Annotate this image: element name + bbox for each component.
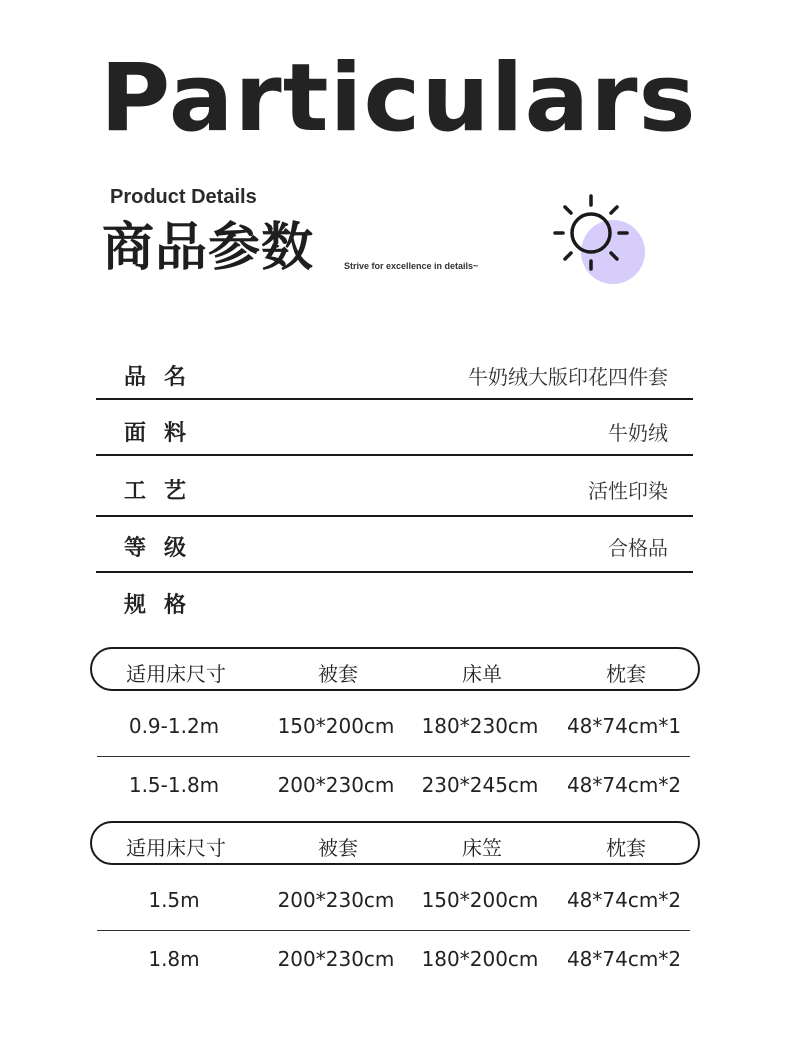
cell-duvet: 200*230cm bbox=[277, 773, 395, 797]
table-row bbox=[90, 947, 700, 977]
param-value: 牛奶绒大版印花四件套 bbox=[468, 365, 668, 389]
cell-bed-size: 1.8m bbox=[148, 947, 200, 971]
param-row-fabric bbox=[96, 400, 692, 456]
cell-bed-size: 1.5m bbox=[148, 888, 200, 912]
param-value: 牛奶绒 bbox=[608, 421, 668, 445]
header-cell: 适用床尺寸 bbox=[126, 662, 226, 686]
header-cell: 适用床尺寸 bbox=[126, 836, 226, 860]
param-row-spec bbox=[96, 572, 692, 628]
divider bbox=[96, 454, 693, 456]
cell-sheet: 180*230cm bbox=[421, 714, 539, 738]
cell-bed-size: 0.9-1.2m bbox=[128, 714, 220, 738]
param-label: 面料 bbox=[124, 421, 205, 446]
param-label: 工艺 bbox=[124, 479, 205, 504]
cell-sheet: 230*245cm bbox=[421, 773, 539, 797]
cell-bed-size: 1.5-1.8m bbox=[128, 773, 220, 797]
header-cell: 床单 bbox=[462, 662, 502, 686]
param-value: 合格品 bbox=[608, 536, 668, 560]
param-label: 品名 bbox=[124, 365, 205, 390]
param-label: 规格 bbox=[124, 593, 205, 618]
table-header bbox=[90, 821, 700, 865]
page-title-cn: 商品参数 bbox=[102, 218, 315, 278]
cell-pillowcase: 48*74cm*1 bbox=[566, 714, 682, 738]
sun-icon bbox=[550, 190, 654, 290]
cell-pillowcase: 48*74cm*2 bbox=[566, 773, 682, 797]
row-divider bbox=[97, 930, 690, 931]
table-row bbox=[90, 773, 700, 803]
table-row bbox=[90, 888, 700, 918]
cell-duvet: 200*230cm bbox=[277, 947, 395, 971]
header-cell: 被套 bbox=[318, 836, 358, 860]
cell-fitted-sheet: 150*200cm bbox=[421, 888, 539, 912]
header-cell: 床笠 bbox=[462, 836, 502, 860]
table-header bbox=[90, 647, 700, 691]
param-row-grade bbox=[96, 515, 692, 571]
header-cell: 被套 bbox=[318, 662, 358, 686]
param-row-craft bbox=[96, 458, 692, 514]
cell-pillowcase: 48*74cm*2 bbox=[566, 888, 682, 912]
cell-duvet: 200*230cm bbox=[277, 888, 395, 912]
tagline: Strive for excellence in details~ bbox=[344, 261, 479, 271]
cell-pillowcase: 48*74cm*2 bbox=[566, 947, 682, 971]
page-title: Particulars bbox=[100, 44, 697, 153]
param-row-name bbox=[96, 344, 692, 400]
row-divider bbox=[97, 756, 690, 757]
table-row bbox=[90, 714, 700, 744]
param-value: 活性印染 bbox=[588, 479, 668, 503]
subtitle: Product Details bbox=[110, 186, 257, 208]
header-cell: 枕套 bbox=[606, 662, 646, 686]
param-label: 等级 bbox=[124, 536, 205, 561]
cell-duvet: 150*200cm bbox=[277, 714, 395, 738]
header-cell: 枕套 bbox=[606, 836, 646, 860]
cell-fitted-sheet: 180*200cm bbox=[421, 947, 539, 971]
